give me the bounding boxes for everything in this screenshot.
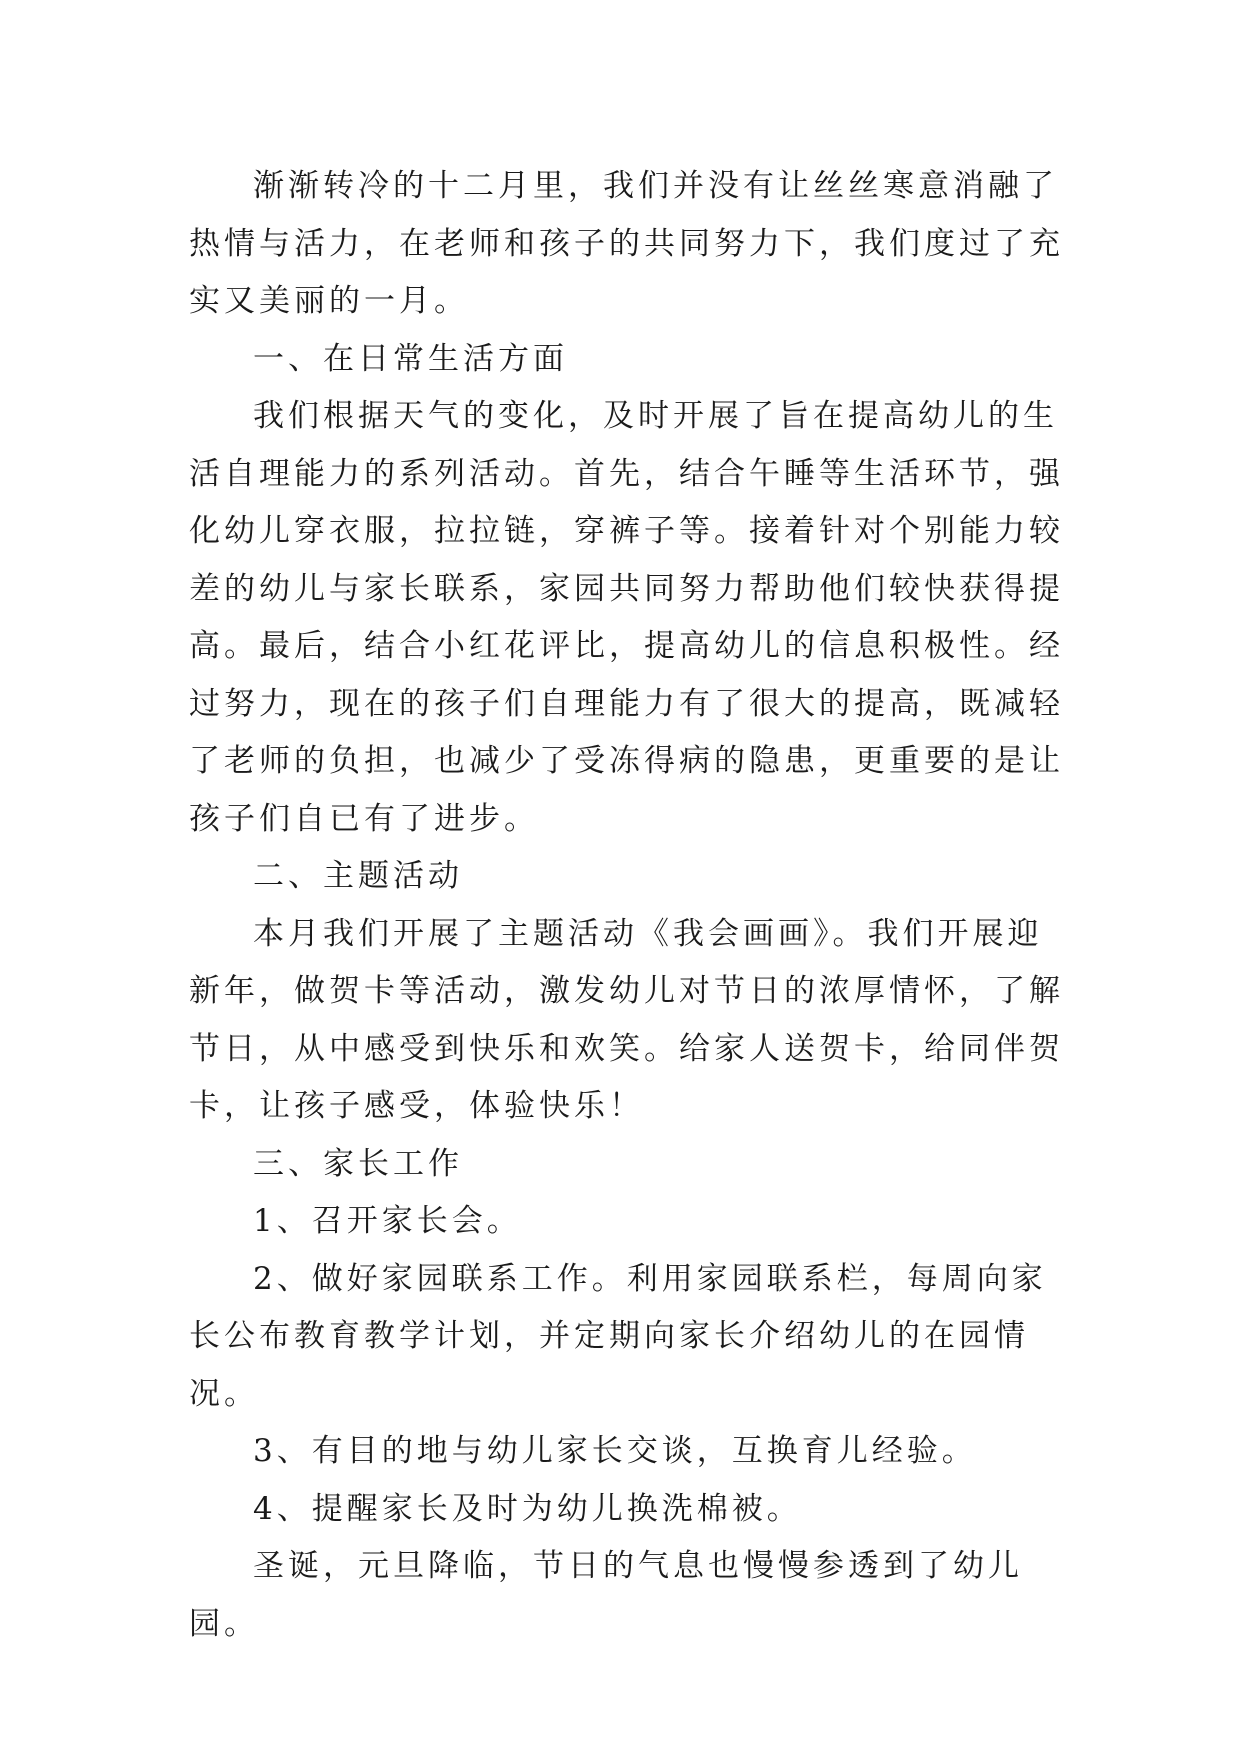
- parent-work-item-1: 1、召开家长会。: [253, 1203, 522, 1239]
- document-body: [189, 158, 1071, 1653]
- intro-paragraph: 渐渐转冷的十二月里，我们并没有让丝丝寒意消融了热情与活力，在老师和孩子的共同努力下，我们度过了充实又美丽的一月。: [189, 168, 1064, 319]
- section-heading-theme-activity: 二、主题活动: [253, 858, 463, 894]
- parent-work-item-3: 3、有目的地与幼儿家长交谈，互换育儿经验。: [253, 1433, 977, 1469]
- theme-activity-paragraph: 本月我们开展了主题活动《我会画画》。我们开展迎新年，做贺卡等活动，激发幼儿对节日的浓厚情怀，了解节日，从中感受到快乐和欢笑。给家人送贺卡，给同伴贺卡，让孩子感受，体验快乐！: [189, 915, 1064, 1124]
- daily-life-paragraph: 我们根据天气的变化，及时开展了旨在提高幼儿的生活自理能力的系列活动。首先，结合午睡等生活环节，强化幼儿穿衣服，拉拉链，穿裤子等。接着针对个别能力较差的幼儿与家长联系，家园共同努力帮助他们较快获得提高。最后，结合小红花评比，提高幼儿的信息积极性。经过努力，现在的孩子们自理能力有了很大的提高，既减轻了老师的负担，也减少了受冻得病的隐患，更重要的是让孩子们自已有了进步。: [189, 398, 1064, 837]
- closing-paragraph: 圣诞，元旦降临，节日的气息也慢慢参透到了幼儿园。: [189, 1548, 1023, 1642]
- section-heading-parent-work: 三、家长工作: [253, 1145, 463, 1182]
- parent-work-item-4: 4、提醒家长及时为幼儿换洗棉被。: [253, 1490, 802, 1527]
- section-heading-daily-life: 一、在日常生活方面: [253, 340, 568, 377]
- parent-work-item-2: 2、做好家园联系工作。利用家园联系栏，每周向家长公布教育教学计划，并定期向家长介绍幼儿的在园情况。: [189, 1260, 1047, 1412]
